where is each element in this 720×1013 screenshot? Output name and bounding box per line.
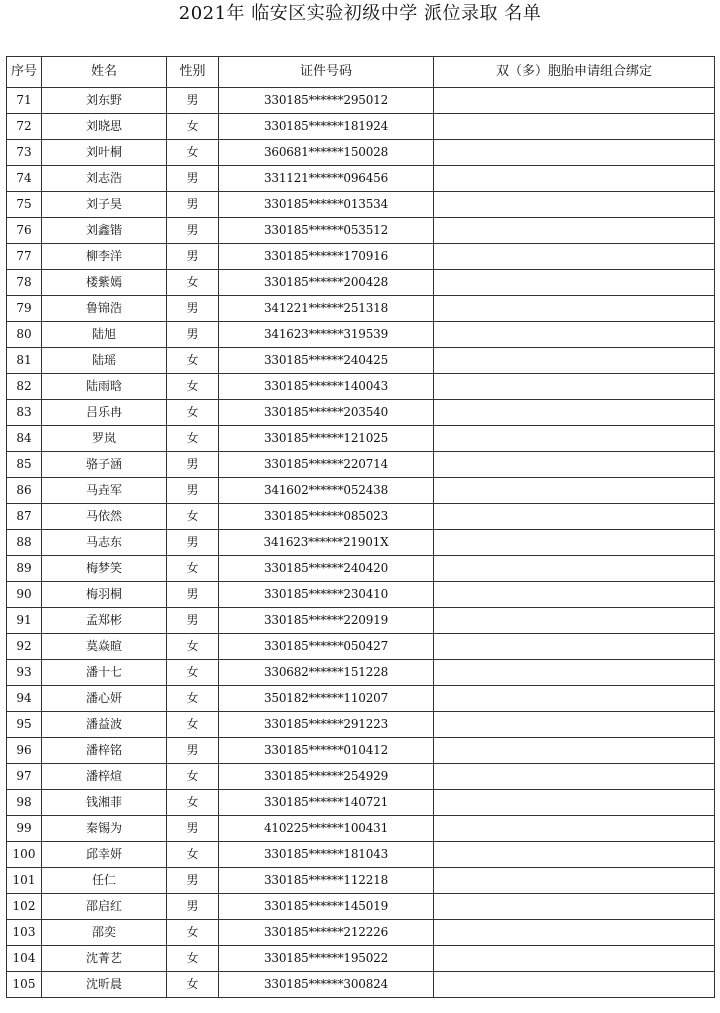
cell-twin-binding [434,608,715,634]
cell-twin-binding [434,400,715,426]
cell-gender: 男 [167,296,219,322]
cell-gender: 女 [167,764,219,790]
cell-gender: 男 [167,218,219,244]
cell-name: 刘鑫锴 [42,218,167,244]
table-row [7,400,715,426]
cell-id-number: 330185******050427 [219,634,434,660]
cell-number: 93 [7,660,42,686]
cell-twin-binding [434,504,715,530]
cell-gender: 女 [167,634,219,660]
cell-id-number: 330185******140721 [219,790,434,816]
cell-twin-binding [434,816,715,842]
cell-id-number: 330185******053512 [219,218,434,244]
cell-name: 钱湘菲 [42,790,167,816]
cell-id-number: 330185******181924 [219,114,434,140]
cell-name: 楼紫嫣 [42,270,167,296]
cell-id-number: 330185******181043 [219,842,434,868]
cell-name: 马垚军 [42,478,167,504]
cell-id-number: 341221******251318 [219,296,434,322]
cell-number: 75 [7,192,42,218]
cell-gender: 男 [167,244,219,270]
cell-number: 72 [7,114,42,140]
cell-name: 沈菁艺 [42,946,167,972]
cell-name: 潘心妍 [42,686,167,712]
table-row [7,842,715,868]
cell-name: 马志东 [42,530,167,556]
cell-id-number: 330185******200428 [219,270,434,296]
table-row [7,608,715,634]
cell-name: 马依然 [42,504,167,530]
cell-number: 90 [7,582,42,608]
cell-id-number: 330185******145019 [219,894,434,920]
cell-name: 刘东野 [42,88,167,114]
cell-gender: 男 [167,894,219,920]
table-row [7,270,715,296]
cell-name: 潘十七 [42,660,167,686]
cell-gender: 女 [167,686,219,712]
cell-gender: 女 [167,660,219,686]
cell-gender: 女 [167,972,219,998]
table-row [7,634,715,660]
table-row [7,686,715,712]
cell-name: 莫焱暄 [42,634,167,660]
cell-twin-binding [434,114,715,140]
cell-gender: 女 [167,504,219,530]
cell-id-number: 330185******300824 [219,972,434,998]
table-row [7,790,715,816]
cell-id-number: 330185******254929 [219,764,434,790]
cell-twin-binding [434,166,715,192]
cell-id-number: 330185******220714 [219,452,434,478]
table-row [7,712,715,738]
cell-name: 罗岚 [42,426,167,452]
cell-name: 柳李洋 [42,244,167,270]
table-row [7,192,715,218]
cell-twin-binding [434,192,715,218]
table-body [7,88,715,998]
cell-twin-binding [434,920,715,946]
cell-twin-binding [434,322,715,348]
table-row [7,894,715,920]
header-name: 姓名 [42,57,167,88]
cell-twin-binding [434,660,715,686]
cell-id-number: 360681******150028 [219,140,434,166]
cell-gender: 男 [167,582,219,608]
cell-gender: 女 [167,712,219,738]
table-row [7,556,715,582]
cell-name: 刘子昊 [42,192,167,218]
table-row [7,140,715,166]
cell-number: 84 [7,426,42,452]
cell-id-number: 330185******013534 [219,192,434,218]
cell-number: 71 [7,88,42,114]
table-row [7,530,715,556]
table-row [7,114,715,140]
cell-id-number: 330185******240425 [219,348,434,374]
cell-id-number: 330185******085023 [219,504,434,530]
cell-number: 102 [7,894,42,920]
cell-id-number: 350182******110207 [219,686,434,712]
table-header-row [7,57,715,88]
cell-gender: 女 [167,946,219,972]
cell-id-number: 330185******240420 [219,556,434,582]
cell-id-number: 330185******230410 [219,582,434,608]
cell-name: 刘志浩 [42,166,167,192]
cell-twin-binding [434,88,715,114]
cell-gender: 女 [167,842,219,868]
cell-twin-binding [434,894,715,920]
table-row [7,218,715,244]
table-row [7,244,715,270]
cell-id-number: 330185******212226 [219,920,434,946]
table-row [7,166,715,192]
cell-id-number: 410225******100431 [219,816,434,842]
cell-twin-binding [434,348,715,374]
table-row [7,322,715,348]
cell-name: 陆旭 [42,322,167,348]
cell-name: 刘叶桐 [42,140,167,166]
cell-number: 100 [7,842,42,868]
table-row [7,738,715,764]
cell-gender: 男 [167,192,219,218]
cell-id-number: 341602******052438 [219,478,434,504]
cell-twin-binding [434,244,715,270]
cell-number: 87 [7,504,42,530]
admission-table [6,56,715,998]
cell-twin-binding [434,426,715,452]
cell-gender: 女 [167,556,219,582]
cell-id-number: 341623******319539 [219,322,434,348]
cell-id-number: 330185******010412 [219,738,434,764]
table-row [7,868,715,894]
cell-id-number: 331121******096456 [219,166,434,192]
cell-twin-binding [434,868,715,894]
cell-number: 88 [7,530,42,556]
cell-name: 任仁 [42,868,167,894]
cell-gender: 男 [167,530,219,556]
cell-twin-binding [434,972,715,998]
cell-number: 99 [7,816,42,842]
cell-gender: 男 [167,166,219,192]
cell-twin-binding [434,270,715,296]
cell-number: 103 [7,920,42,946]
cell-number: 101 [7,868,42,894]
table-row [7,426,715,452]
cell-twin-binding [434,686,715,712]
cell-twin-binding [434,374,715,400]
table-row [7,348,715,374]
cell-twin-binding [434,296,715,322]
table-row [7,660,715,686]
cell-id-number: 330185******203540 [219,400,434,426]
cell-name: 骆子涵 [42,452,167,478]
cell-id-number: 341623******21901X [219,530,434,556]
table-row [7,452,715,478]
header-id-number: 证件号码 [219,57,434,88]
cell-id-number: 330185******121025 [219,426,434,452]
cell-number: 86 [7,478,42,504]
cell-number: 96 [7,738,42,764]
cell-twin-binding [434,712,715,738]
cell-id-number: 330185******295012 [219,88,434,114]
cell-gender: 男 [167,816,219,842]
cell-number: 104 [7,946,42,972]
cell-gender: 女 [167,790,219,816]
cell-number: 97 [7,764,42,790]
cell-gender: 女 [167,920,219,946]
cell-number: 89 [7,556,42,582]
cell-twin-binding [434,946,715,972]
cell-gender: 女 [167,374,219,400]
table-row [7,764,715,790]
cell-twin-binding [434,738,715,764]
cell-number: 81 [7,348,42,374]
cell-id-number: 330185******112218 [219,868,434,894]
cell-name: 邵奕 [42,920,167,946]
cell-number: 95 [7,712,42,738]
table-row [7,374,715,400]
table-row [7,504,715,530]
cell-gender: 女 [167,348,219,374]
header-gender: 性别 [167,57,219,88]
table-row [7,972,715,998]
table-row [7,582,715,608]
cell-number: 94 [7,686,42,712]
cell-twin-binding [434,218,715,244]
cell-name: 潘梓煊 [42,764,167,790]
cell-id-number: 330185******140043 [219,374,434,400]
cell-twin-binding [434,140,715,166]
cell-name: 沈昕晨 [42,972,167,998]
cell-name: 孟郑彬 [42,608,167,634]
cell-gender: 男 [167,88,219,114]
cell-twin-binding [434,582,715,608]
cell-id-number: 330185******170916 [219,244,434,270]
cell-gender: 女 [167,270,219,296]
cell-name: 邵启红 [42,894,167,920]
cell-name: 鲁锦浩 [42,296,167,322]
cell-name: 潘益波 [42,712,167,738]
cell-number: 74 [7,166,42,192]
cell-number: 73 [7,140,42,166]
cell-twin-binding [434,634,715,660]
cell-gender: 男 [167,478,219,504]
cell-id-number: 330682******151228 [219,660,434,686]
cell-twin-binding [434,842,715,868]
cell-number: 77 [7,244,42,270]
cell-twin-binding [434,452,715,478]
cell-number: 83 [7,400,42,426]
cell-twin-binding [434,764,715,790]
cell-gender: 男 [167,452,219,478]
table-row [7,920,715,946]
cell-gender: 女 [167,400,219,426]
cell-gender: 女 [167,426,219,452]
cell-number: 76 [7,218,42,244]
cell-number: 92 [7,634,42,660]
cell-name: 陆雨晗 [42,374,167,400]
cell-twin-binding [434,478,715,504]
header-number: 序号 [7,57,42,88]
cell-number: 105 [7,972,42,998]
table-row [7,88,715,114]
cell-name: 刘晓思 [42,114,167,140]
cell-name: 陆瑶 [42,348,167,374]
cell-number: 78 [7,270,42,296]
cell-twin-binding [434,790,715,816]
cell-number: 91 [7,608,42,634]
cell-name: 梅梦笑 [42,556,167,582]
cell-gender: 男 [167,608,219,634]
cell-number: 79 [7,296,42,322]
cell-number: 98 [7,790,42,816]
header-twin-binding: 双（多）胞胎申请组合绑定 [434,57,715,88]
cell-gender: 女 [167,140,219,166]
table-row [7,478,715,504]
cell-twin-binding [434,530,715,556]
cell-gender: 男 [167,738,219,764]
cell-gender: 女 [167,114,219,140]
cell-name: 秦锡为 [42,816,167,842]
page-title: 2021年 临安区实验初级中学 派位录取 名单 [178,3,542,24]
cell-name: 吕乐冉 [42,400,167,426]
cell-id-number: 330185******195022 [219,946,434,972]
cell-gender: 男 [167,868,219,894]
cell-name: 梅羽桐 [42,582,167,608]
cell-name: 邱幸妍 [42,842,167,868]
cell-number: 80 [7,322,42,348]
cell-twin-binding [434,556,715,582]
table-row [7,296,715,322]
cell-number: 85 [7,452,42,478]
table-row [7,946,715,972]
cell-id-number: 330185******291223 [219,712,434,738]
table-row [7,816,715,842]
cell-number: 82 [7,374,42,400]
cell-name: 潘梓铭 [42,738,167,764]
cell-gender: 男 [167,322,219,348]
cell-id-number: 330185******220919 [219,608,434,634]
